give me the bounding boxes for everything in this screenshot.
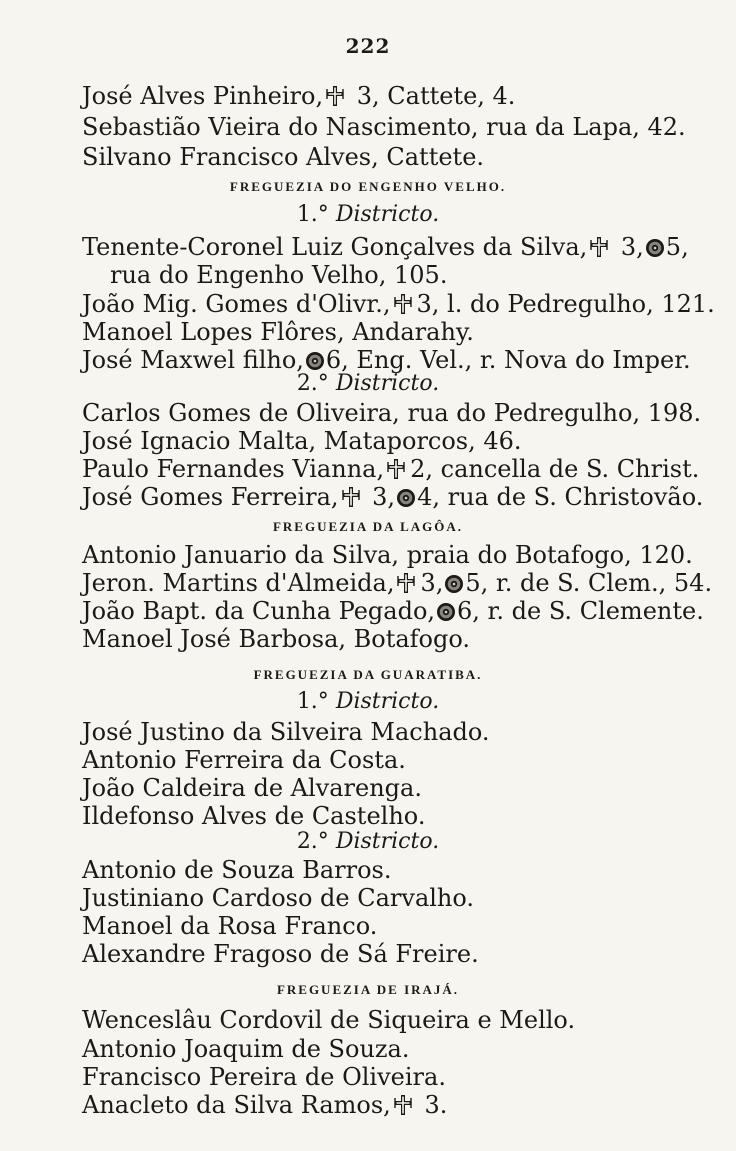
entry-text: 3, l. do Pedregulho, 121.: [416, 290, 715, 318]
rosette-medal-icon: [396, 488, 416, 508]
district-label: Districto.: [335, 829, 440, 854]
entry-text: 5,: [665, 233, 689, 261]
entry-line: Francisco Pereira de Oliveira.: [82, 1063, 446, 1091]
district-heading: [0, 829, 736, 855]
entry-text: 3,: [364, 483, 396, 511]
entry-text: 6, r. de S. Clemente.: [457, 597, 704, 625]
entry-line: Antonio Ferreira da Costa.: [82, 746, 406, 774]
rosette-medal-icon: [444, 574, 464, 594]
district-heading: [0, 371, 736, 397]
entry-line: Antonio Januario da Silva, praia do Botafogo, 120.: [82, 541, 693, 569]
order-cross-icon: [341, 486, 361, 508]
entry-line: José Ignacio Malta, Mataporcos, 46.: [82, 427, 522, 455]
rosette-medal-icon: [645, 238, 665, 258]
order-cross-icon: [386, 458, 406, 480]
entry-line: [82, 455, 700, 483]
order-cross-icon: [393, 1094, 413, 1116]
entry-line: Wenceslâu Cordovil de Siqueira e Mello.: [82, 1006, 576, 1034]
entry-text: 5, r. de S. Clem., 54.: [465, 569, 713, 597]
district-heading: [0, 689, 736, 715]
district-label: Districto.: [335, 689, 440, 714]
entry-text: Paulo Fernandes Vianna,: [82, 455, 385, 483]
entry-line: Ildefonso Alves de Castelho.: [82, 802, 426, 830]
entry-text: 3,: [613, 233, 644, 261]
entry-line: Justiniano Cardoso de Carvalho.: [82, 884, 475, 912]
entry-line: José Justino da Silveira Machado.: [82, 718, 490, 746]
section-heading: FREGUEZIA DO ENGENHO VELHO.: [229, 179, 507, 194]
section-heading: FREGUEZIA DA GUARATIBA.: [253, 667, 483, 682]
entry-line: [82, 82, 682, 110]
entry-line: Antonio de Souza Barros.: [82, 856, 392, 884]
entry-text: 2, cancella de S. Christ.: [410, 455, 700, 483]
rosette-medal-icon: [436, 602, 456, 622]
entry-line: [82, 346, 691, 374]
entry-line: Manoel da Rosa Franco.: [82, 912, 378, 940]
section-heading: FREGUEZIA DE IRAJÁ.: [276, 982, 460, 997]
entry-line: Silvano Francisco Alves, Cattete.: [82, 143, 485, 171]
entry-text: José Gomes Ferreira,: [82, 483, 339, 511]
entry-line: [82, 569, 713, 597]
entry-text: Jeron. Martins d'Almeida,: [82, 569, 395, 597]
entry-text: Tenente-Coronel Luiz Gonçalves da Silva,: [82, 233, 588, 261]
entry-line: [82, 290, 715, 318]
entry-line: Antonio Joaquim de Souza.: [82, 1035, 410, 1063]
entry-line: Manoel Lopes Flôres, Andarahy.: [82, 318, 474, 346]
page-number: 222: [345, 34, 391, 58]
entry-line-continuation: rua do Engenho Velho, 105.: [110, 261, 448, 289]
order-cross-icon: [396, 572, 416, 594]
entry-text: José Maxwel filho,: [82, 346, 304, 374]
district-number: 2.°: [296, 829, 329, 854]
entry-line: Manoel José Barbosa, Botafogo.: [82, 625, 471, 653]
order-cross-icon: [589, 236, 609, 258]
district-number: 2.°: [296, 371, 329, 396]
district-label: Districto.: [335, 202, 440, 227]
entry-line: Sebastião Vieira do Nascimento, rua da Lapa, 42.: [82, 113, 686, 141]
district-number: 1.°: [296, 689, 329, 714]
district-number: 1.°: [296, 202, 329, 227]
district-heading: [0, 202, 736, 228]
entry-text: 3,: [420, 569, 444, 597]
section-heading: FREGUEZIA DA LAGÔA.: [272, 519, 464, 534]
entry-text: 6, Eng. Vel., r. Nova do Imper.: [325, 346, 691, 374]
entry-line: [82, 483, 704, 511]
district-label: Districto.: [335, 371, 440, 396]
order-cross-icon: [325, 85, 345, 107]
entry-line: [82, 1091, 682, 1119]
entry-text: 3, Cattete, 4.: [349, 82, 516, 110]
entry-text: 4, rua de S. Christovão.: [417, 483, 704, 511]
entry-line: [82, 233, 689, 261]
entry-line: Alexandre Fragoso de Sá Freire.: [82, 940, 479, 968]
entry-line: Carlos Gomes de Oliveira, rua do Pedregulho, 198.: [82, 399, 702, 427]
entry-text: José Alves Pinheiro,: [82, 82, 324, 110]
entry-line: João Caldeira de Alvarenga.: [82, 774, 422, 802]
entry-text: Anacleto da Silva Ramos,: [82, 1091, 391, 1119]
entry-text: 3.: [416, 1091, 448, 1119]
order-cross-icon: [393, 293, 413, 315]
entry-text: João Mig. Gomes d'Olivr.,: [82, 290, 391, 318]
rosette-medal-icon: [305, 351, 325, 371]
entry-text: João Bapt. da Cunha Pegado,: [82, 597, 436, 625]
entry-line: [82, 597, 704, 625]
